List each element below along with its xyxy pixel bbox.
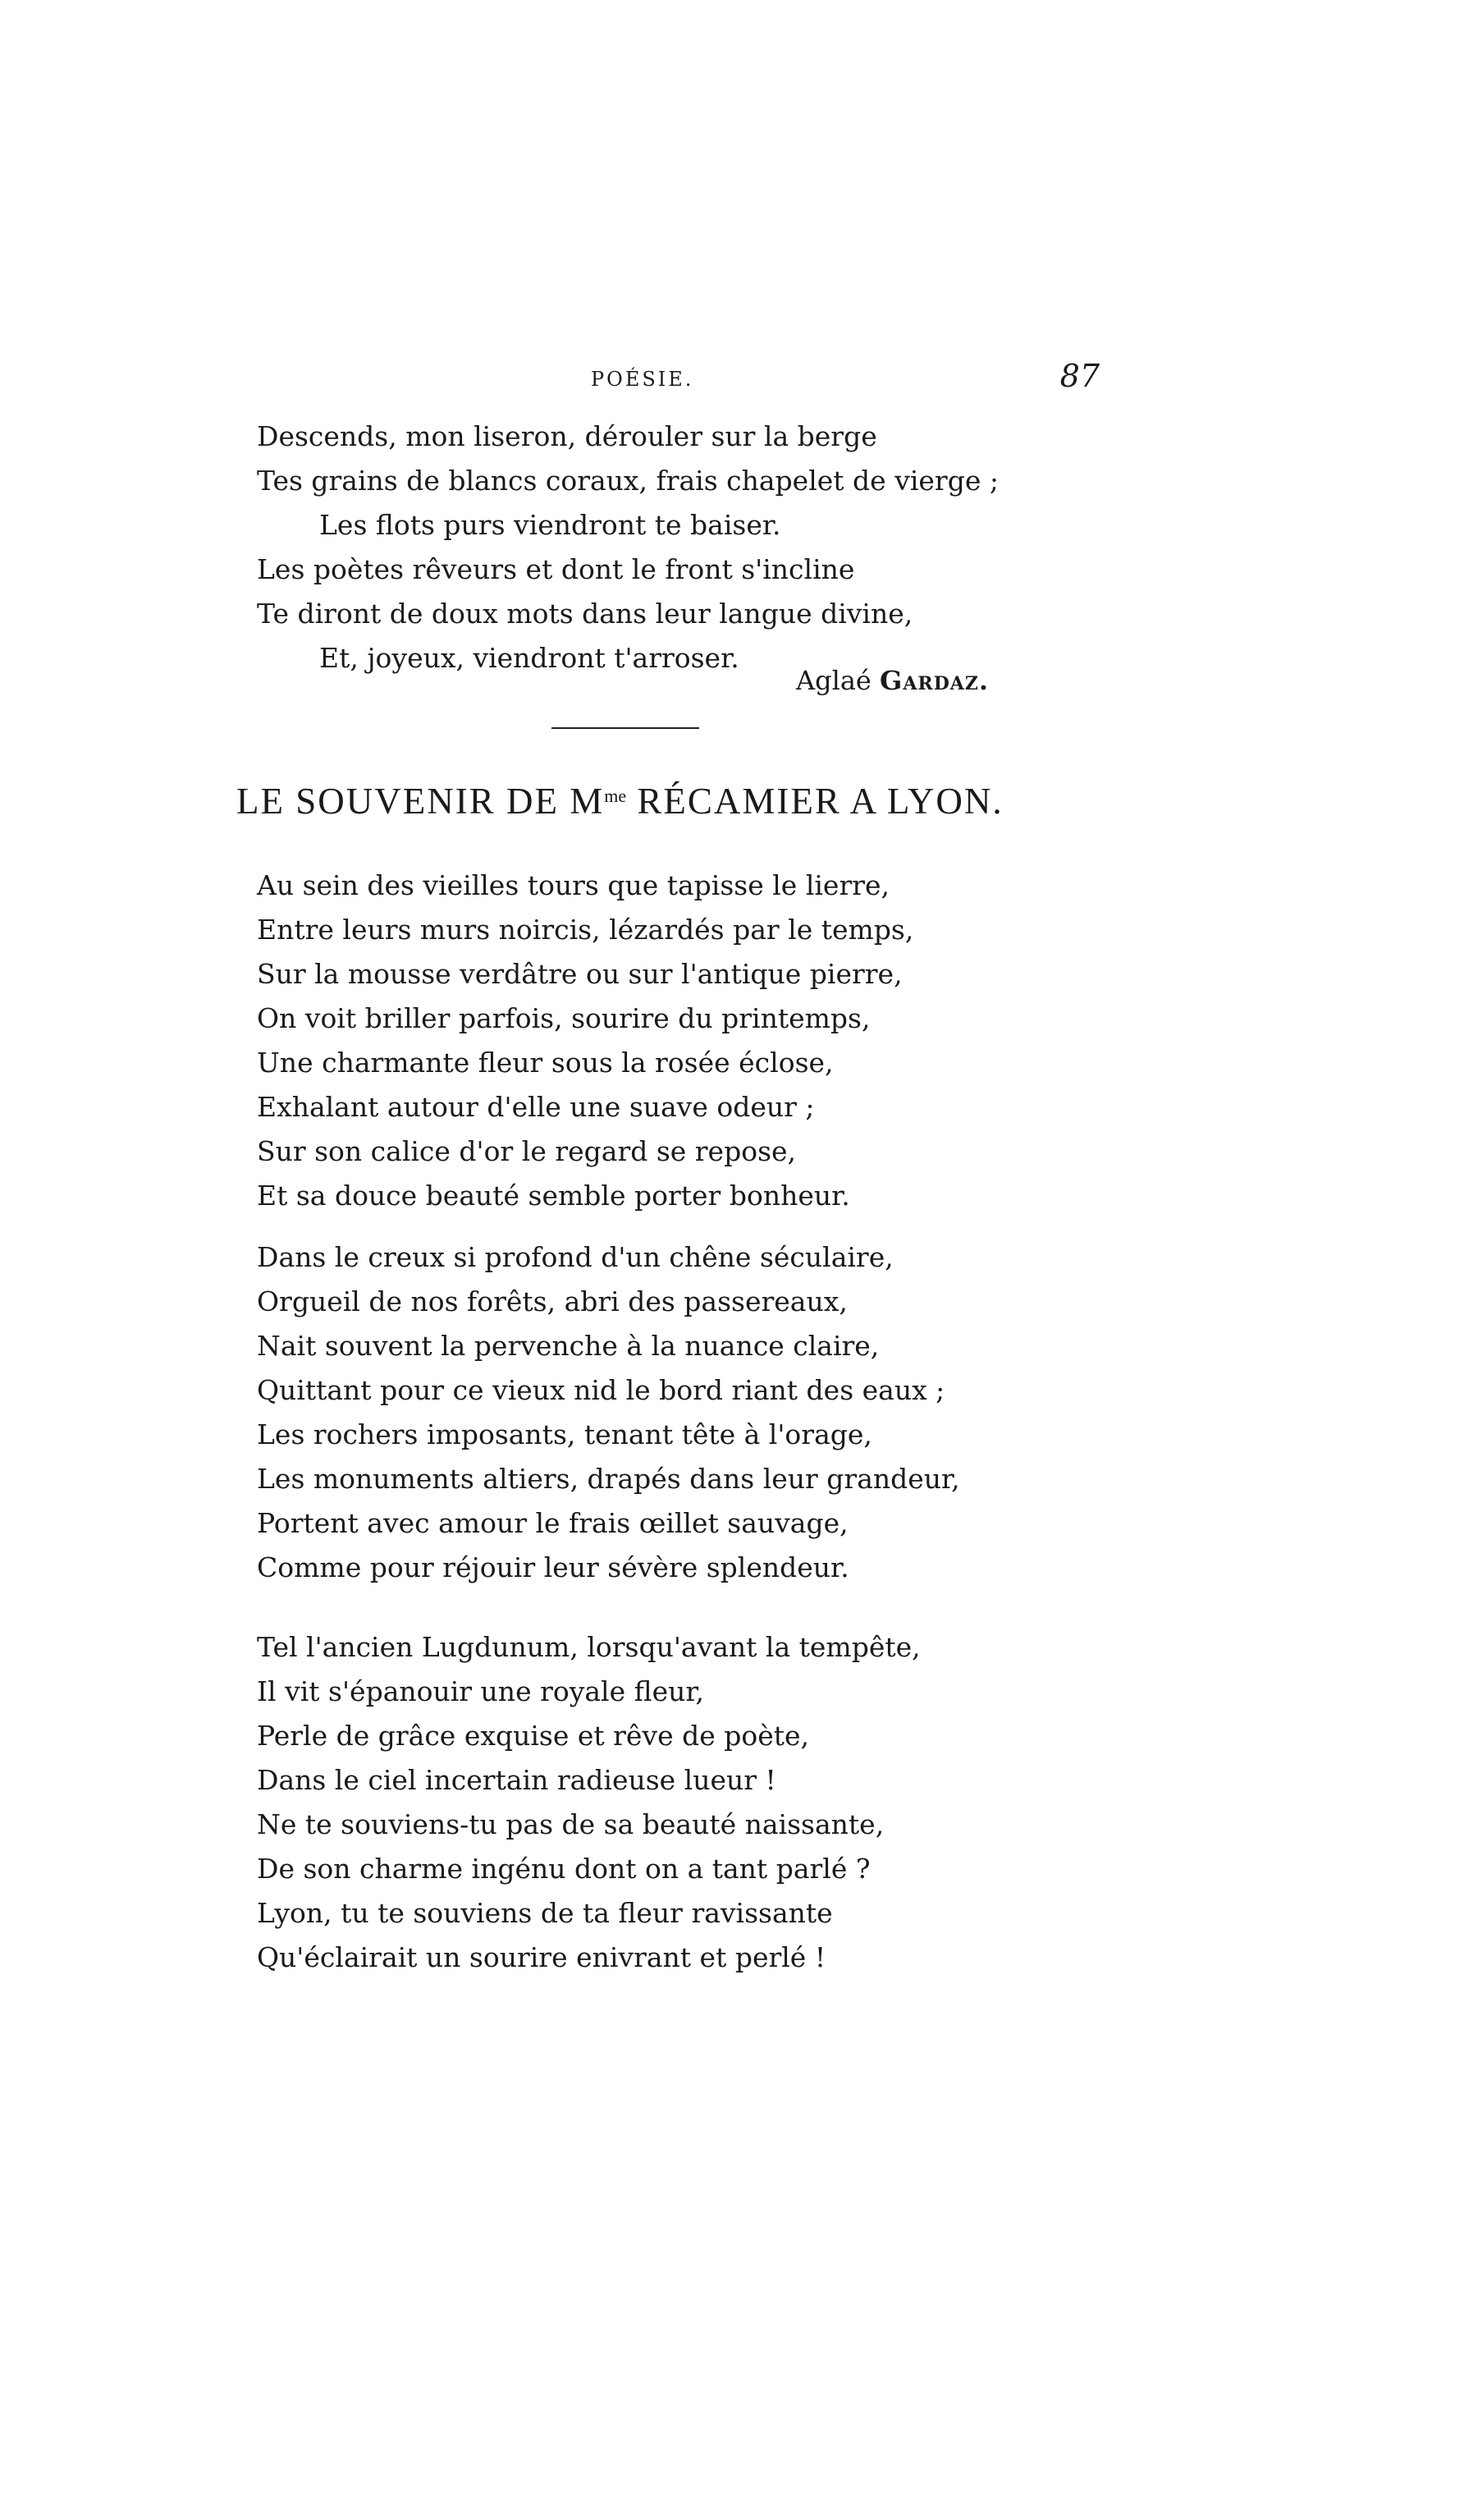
verse-line: Au sein des vieilles tours que tapisse le lierre, bbox=[257, 869, 890, 901]
stanza-3 bbox=[257, 1625, 1077, 1980]
verse-line: Une charmante fleur sous la rosée éclose, bbox=[257, 1047, 834, 1079]
author-signature bbox=[796, 665, 989, 696]
verse-line: Les monuments altiers, drapés dans leur grandeur, bbox=[257, 1463, 960, 1495]
verse-line: Sur la mousse verdâtre ou sur l'antique pierre, bbox=[257, 958, 903, 990]
verse-line: Et, joyeux, viendront t'arroser. bbox=[319, 642, 739, 674]
verse-line: Comme pour réjouir leur sévère splendeur. bbox=[257, 1551, 849, 1583]
verse-line: Nait souvent la pervenche à la nuance claire, bbox=[257, 1330, 880, 1362]
verse-line: Tes grains de blancs coraux, frais chapelet de vierge ; bbox=[257, 465, 999, 497]
verse-line: Les rochers imposants, tenant tête à l'orage, bbox=[257, 1418, 872, 1450]
verse-line: Et sa douce beauté semble porter bonheur. bbox=[257, 1180, 850, 1212]
verse-line: Tel l'ancien Lugdunum, lorsqu'avant la tempête, bbox=[257, 1631, 921, 1663]
verse-line: Dans le creux si profond d'un chêne séculaire, bbox=[257, 1241, 894, 1273]
poem-title-part-2: RÉCAMIER A LYON. bbox=[626, 781, 1004, 822]
running-head bbox=[246, 358, 1100, 407]
verse-line: Les flots purs viendront te baiser. bbox=[319, 509, 781, 541]
verse-line: Exhalant autour d'elle une suave odeur ; bbox=[257, 1091, 815, 1123]
verse-line: Ne te souviens-tu pas de sa beauté naissante, bbox=[257, 1808, 885, 1840]
poem-title-superscript: me bbox=[604, 786, 627, 806]
page-number: 87 bbox=[1059, 358, 1100, 394]
poem-title bbox=[236, 780, 1004, 822]
author-first-name: Aglaé bbox=[796, 665, 872, 696]
verse-line: Perle de grâce exquise et rêve de poète, bbox=[257, 1720, 810, 1752]
verse-line: Orgueil de nos forêts, abri des passereaux, bbox=[257, 1285, 848, 1317]
verse-line: Les poètes rêveurs et dont le front s'incline bbox=[257, 553, 855, 585]
poem-title-part-1: LE SOUVENIR DE M bbox=[236, 781, 605, 822]
verse-line: Lyon, tu te souviens de ta fleur ravissante bbox=[257, 1897, 833, 1929]
section-name: POÉSIE. bbox=[591, 368, 694, 391]
verse-line: Dans le ciel incertain radieuse lueur ! bbox=[257, 1764, 776, 1796]
verse-line: Sur son calice d'or le regard se repose, bbox=[257, 1135, 797, 1167]
author-surname: Gardaz. bbox=[880, 665, 990, 696]
verse-line: Portent avec amour le frais œillet sauvage, bbox=[257, 1507, 849, 1539]
first-poem-ending bbox=[257, 415, 1077, 680]
verse-line: Te diront de doux mots dans leur langue divine, bbox=[257, 598, 913, 630]
stanza-1 bbox=[257, 864, 1077, 1218]
verse-line: Il vit s'épanouir une royale fleur, bbox=[257, 1675, 705, 1707]
stanza-2 bbox=[257, 1235, 1077, 1590]
verse-line: Qu'éclairait un sourire enivrant et perlé ! bbox=[257, 1941, 826, 1973]
verse-line: Quittant pour ce vieux nid le bord riant des eaux ; bbox=[257, 1374, 945, 1406]
verse-line: On voit briller parfois, sourire du printemps, bbox=[257, 1002, 871, 1034]
section-divider bbox=[551, 727, 699, 729]
verse-line: Descends, mon liseron, dérouler sur la berge bbox=[257, 420, 877, 452]
verse-line: Entre leurs murs noircis, lézardés par le temps, bbox=[257, 914, 914, 946]
verse-line: De son charme ingénu dont on a tant parlé ? bbox=[257, 1853, 871, 1885]
